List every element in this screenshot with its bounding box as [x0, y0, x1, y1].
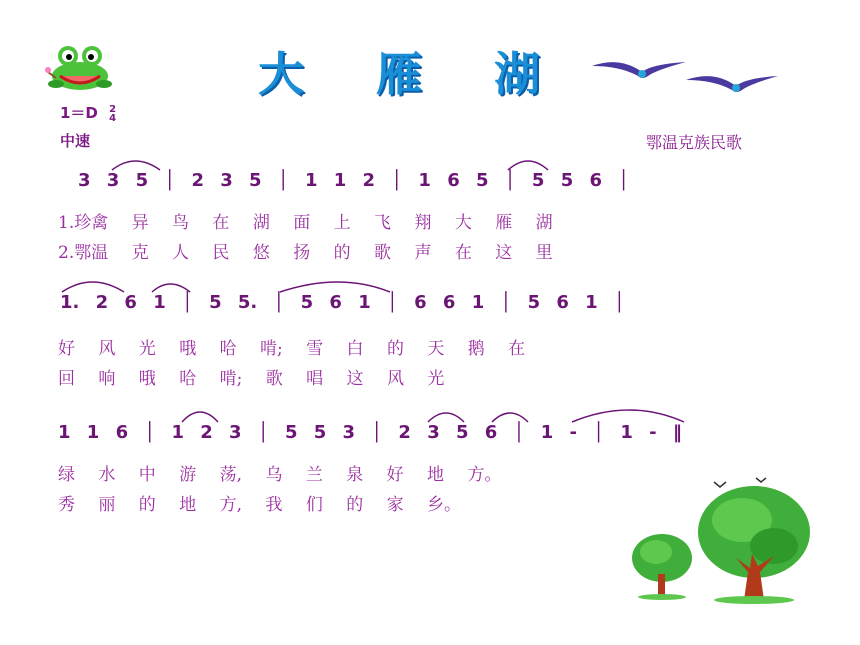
lyric-line: 2.鄂温 克 人 民 悠 扬 的 歌 声 在 这 里	[58, 243, 553, 263]
small-tree-icon	[628, 526, 696, 602]
title-char: 雁	[376, 47, 422, 101]
tempo-marking: 中速	[60, 132, 91, 150]
lyric-line: 绿 水 中 游 荡, 乌 兰 泉 好 地 方。	[58, 465, 502, 485]
time-top: 2	[109, 103, 117, 115]
lyric-line: 回 响 哦 哈 啃; 歌 唱 这 风 光	[58, 369, 445, 389]
lyric-line: 秀 丽 的 地 方, 我 们 的 家 乡。	[58, 495, 462, 515]
key-text: 1＝D	[60, 104, 98, 122]
notation-row: 1 1 6 │ 1 2 3 │ 5 5 3 │ 2 3 5 6 │ 1 - │ 1 - ‖	[58, 422, 682, 443]
large-tree-icon	[694, 476, 812, 606]
lyric-line: 好 风 光 哦 哈 啃; 雪 白 的 天 鹅 在	[58, 339, 526, 359]
title-char: 大	[258, 47, 304, 101]
title-char: 湖	[494, 47, 540, 101]
notation-row: 3 3 5 │ 2 3 5 │ 1 1 2 │ 1 6 5 │ 5 5 6 │	[78, 170, 630, 191]
song-source: 鄂温克族民歌	[646, 133, 743, 152]
notation-row: 1. 2 6 1 │ 5 5. │ 5 6 1 │ 6 6 1 │ 5 6 1 │	[60, 292, 625, 313]
time-bottom: 4	[109, 112, 117, 124]
lyric-line: 1.珍禽 异 鸟 在 湖 面 上 飞 翔 大 雁 湖	[58, 213, 553, 233]
